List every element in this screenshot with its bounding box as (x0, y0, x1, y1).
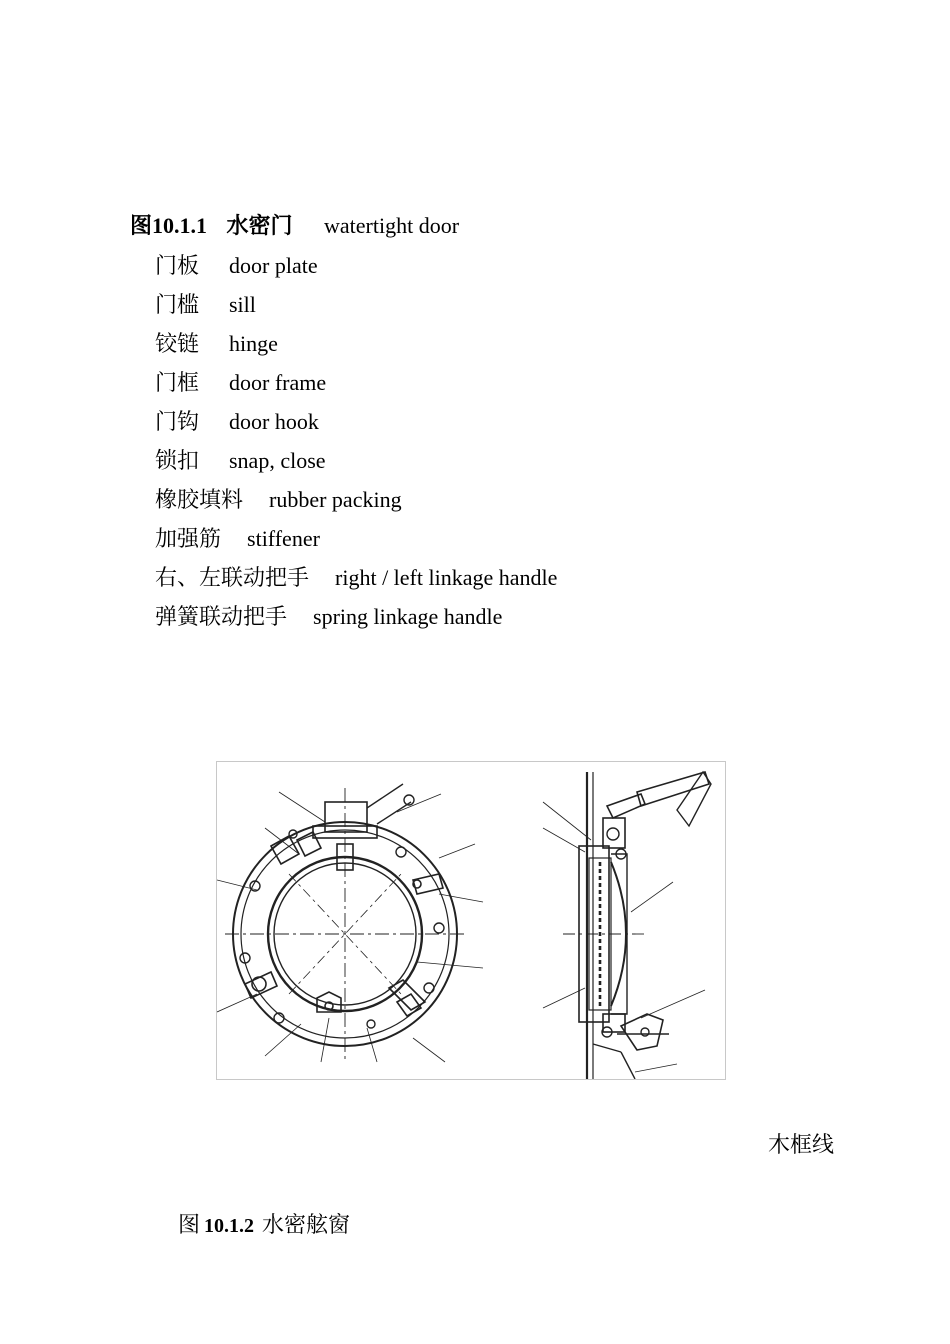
term-en: snap, close (229, 448, 326, 473)
term-en: rubber packing (269, 487, 402, 512)
term-item (155, 366, 557, 405)
porthole-drawing-frame (216, 761, 726, 1080)
term-en: door frame (229, 370, 327, 395)
term-cn: 加强筋 (155, 526, 222, 551)
term-en: sill (229, 292, 256, 317)
term-en: door plate (229, 253, 318, 278)
term-item (155, 483, 557, 522)
figure-1-heading (130, 210, 459, 242)
term-item (155, 444, 557, 483)
figure-2-title: 水密舷窗 (262, 1212, 351, 1237)
term-cn: 门槛 (155, 292, 200, 317)
term-cn: 锁扣 (155, 448, 200, 473)
figure-1-number: 图10.1.1 (130, 213, 208, 238)
term-cn: 门板 (155, 253, 200, 278)
term-en: spring linkage handle (313, 604, 503, 629)
term-cn: 门框 (155, 370, 200, 395)
term-item (155, 327, 557, 366)
porthole-front-view (217, 784, 483, 1062)
term-item (155, 600, 557, 639)
figure-2-number: 10.1.2 (204, 1215, 255, 1237)
term-en: stiffener (247, 526, 320, 551)
term-item (155, 288, 557, 327)
porthole-side-view (543, 772, 711, 1079)
term-item (155, 405, 557, 444)
porthole-drawing (217, 762, 725, 1079)
term-en: door hook (229, 409, 319, 434)
term-item (155, 249, 557, 288)
figure-1-title-cn: 水密门 (226, 213, 293, 238)
term-en: right / left linkage handle (335, 565, 558, 590)
term-cn: 橡胶填料 (155, 487, 244, 512)
term-list (155, 249, 557, 639)
term-item (155, 561, 557, 600)
term-cn: 门钩 (155, 409, 200, 434)
term-cn: 右、左联动把手 (155, 565, 310, 590)
term-item (155, 522, 557, 561)
term-en: hinge (229, 331, 278, 356)
term-cn: 铰链 (155, 331, 200, 356)
term-cn: 弹簧联动把手 (155, 604, 288, 629)
figure-2-caption (178, 1209, 350, 1242)
note-text: 木框线 (768, 1132, 835, 1157)
figure-1-title-en: watertight door (324, 213, 460, 238)
figure-2-prefix: 图 (178, 1212, 201, 1237)
